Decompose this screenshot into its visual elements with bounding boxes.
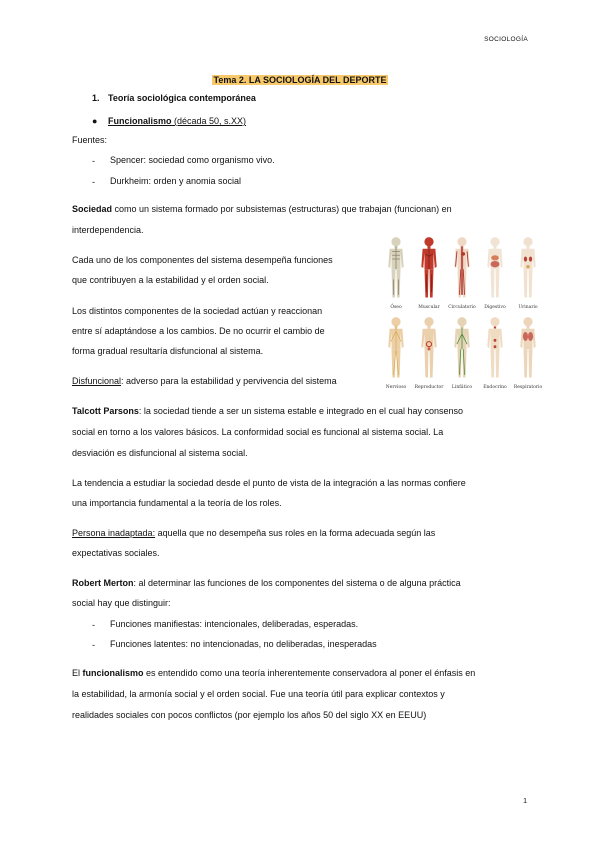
digestive-body-icon bbox=[482, 236, 508, 300]
figure-label: Nervioso bbox=[385, 385, 407, 390]
paragraph-parsons bbox=[72, 401, 527, 421]
paragraph-line: expectativas sociales. bbox=[72, 548, 160, 558]
figure-cell bbox=[447, 316, 477, 390]
paragraph-line: es entendido como una teoría inherentemente conservadora al poner el énfasis en bbox=[143, 668, 476, 678]
merton-term: Robert Merton bbox=[72, 578, 134, 588]
paragraph-line: : al determinar las funciones de los componentes del sistema o de alguna práctica bbox=[133, 578, 461, 588]
figure-cell bbox=[480, 236, 510, 310]
fuentes-item-text: Durkheim: orden y anomia social bbox=[110, 176, 242, 186]
endocrine-body-icon bbox=[482, 316, 508, 380]
circulatory-body-icon bbox=[449, 236, 475, 300]
bullet-funcionalismo bbox=[92, 116, 246, 126]
document-title bbox=[0, 70, 600, 88]
parsons-term: Talcott Parsons bbox=[72, 406, 139, 416]
fuentes-item: - bbox=[92, 156, 95, 166]
figure-cell bbox=[447, 236, 477, 310]
figure-cell bbox=[513, 316, 543, 390]
lymphatic-body-icon bbox=[449, 316, 475, 380]
paragraph-line: Cada uno de los componentes del sistema desempeña funciones bbox=[72, 255, 333, 265]
paragraph-final bbox=[72, 663, 527, 683]
paragraph-line: que contribuyen a la estabilidad y el orden social. bbox=[72, 275, 269, 285]
page-number: 1 bbox=[523, 798, 527, 805]
paragraph-line: El bbox=[72, 668, 83, 678]
figure-label: Reproductor bbox=[414, 385, 444, 390]
fuentes-label: Fuentes: bbox=[72, 135, 108, 145]
paragraph-line: una importancia fundamental a la teoría de los roles. bbox=[72, 498, 282, 508]
heading-1-text: Teoría sociológica contemporánea bbox=[108, 93, 256, 103]
figure-label: Respiratorio bbox=[513, 385, 543, 390]
merton-item-text: Funciones latentes: no intencionadas, no deliberadas, inesperadas bbox=[110, 639, 377, 649]
paragraph-line: aquella que no desempeña sus roles en la forma adecuada según las bbox=[155, 528, 436, 538]
paragraph-line: social hay que distinguir: bbox=[72, 598, 171, 608]
figure-label: Circulatorio bbox=[448, 305, 476, 310]
figure-label: Óseo bbox=[390, 305, 402, 310]
paragraph-persona bbox=[72, 523, 527, 543]
paragraph-line: forma gradual resultaría disfuncional al sistema. bbox=[72, 346, 264, 356]
figure-label: Muscular bbox=[418, 305, 440, 310]
nervous-body-icon bbox=[383, 316, 409, 380]
heading-1-number: 1. bbox=[92, 93, 100, 103]
paragraph-line: realidades sociales con pocos conflictos (por ejemplo los años 50 del siglo XX en EEUU) bbox=[72, 710, 427, 720]
funcionalismo-period: (década 50, s.XX) bbox=[171, 116, 247, 126]
disfuncional-term: Disfuncional bbox=[72, 376, 122, 386]
paragraph-line: entre sí adaptándose a los cambios. De no ocurrir el cambio de bbox=[72, 326, 325, 336]
merton-item: - bbox=[92, 640, 95, 650]
paragraph-line: Los distintos componentes de la sociedad actúan y reaccionan bbox=[72, 306, 323, 316]
funcionalismo-term: Funcionalismo bbox=[107, 116, 172, 126]
figure-label: Linfático bbox=[451, 385, 473, 390]
merton-item: - bbox=[92, 620, 95, 630]
title-highlight: Tema 2. LA SOCIOLOGÍA DEL DEPORTE bbox=[213, 75, 387, 85]
figure-cell bbox=[381, 236, 411, 310]
bullet-dot: ● bbox=[92, 116, 98, 126]
fuentes-item: - bbox=[92, 177, 95, 187]
paragraph-line: la estabilidad, la armonía social y el orden social. Fue una teoría útil para explicar contextos y bbox=[72, 689, 445, 699]
sociedad-term: Sociedad bbox=[72, 204, 113, 214]
figure-cell bbox=[381, 316, 411, 390]
merton-item-text: Funciones manifiestas: intencionales, deliberadas, esperadas. bbox=[110, 619, 359, 629]
funcionalismo-term: funcionalismo bbox=[82, 668, 144, 678]
paragraph-line: : adverso para la estabilidad y pervivencia del sistema bbox=[121, 376, 337, 386]
figure-cell bbox=[480, 316, 510, 390]
figure-label: Endocrino bbox=[483, 385, 507, 390]
fuentes-item-text: Spencer: sociedad como organismo vivo. bbox=[110, 155, 275, 165]
urinary-body-icon bbox=[515, 236, 541, 300]
figure-cell bbox=[414, 316, 444, 390]
persona-term: Persona inadaptada: bbox=[72, 528, 156, 538]
paragraph-line: interdependencia. bbox=[72, 225, 144, 235]
paragraph-disfuncional bbox=[72, 371, 337, 391]
figure-label: Urinario bbox=[518, 305, 538, 310]
running-header: SOCIOLOGÍA bbox=[484, 36, 528, 43]
skeleton-body-icon bbox=[383, 236, 409, 300]
paragraph-merton bbox=[72, 573, 527, 593]
paragraph-line: : la sociedad tiende a ser un sistema estable e integrado en el cual hay consenso bbox=[138, 406, 464, 416]
body-systems-figure bbox=[381, 236, 545, 388]
paragraph-line: desviación es disfuncional al sistema social. bbox=[72, 448, 248, 458]
figure-cell bbox=[414, 236, 444, 310]
muscle-body-icon bbox=[416, 236, 442, 300]
paragraph-line: La tendencia a estudiar la sociedad desde el punto de vista de la integración a las normas confiere bbox=[72, 478, 466, 488]
figure-label: Digestivo bbox=[484, 305, 506, 310]
paragraph-line: social en torno a los valores básicos. La conformidad social es funcional al sistema social. La bbox=[72, 427, 444, 437]
reproductive-body-icon bbox=[416, 316, 442, 380]
respiratory-body-icon bbox=[515, 316, 541, 380]
figure-cell bbox=[513, 236, 543, 310]
paragraph-sociedad bbox=[72, 199, 527, 219]
paragraph-line: como un sistema formado por subsistemas (estructuras) que trabajan (funcionan) en bbox=[112, 204, 452, 214]
heading-1 bbox=[92, 93, 256, 103]
